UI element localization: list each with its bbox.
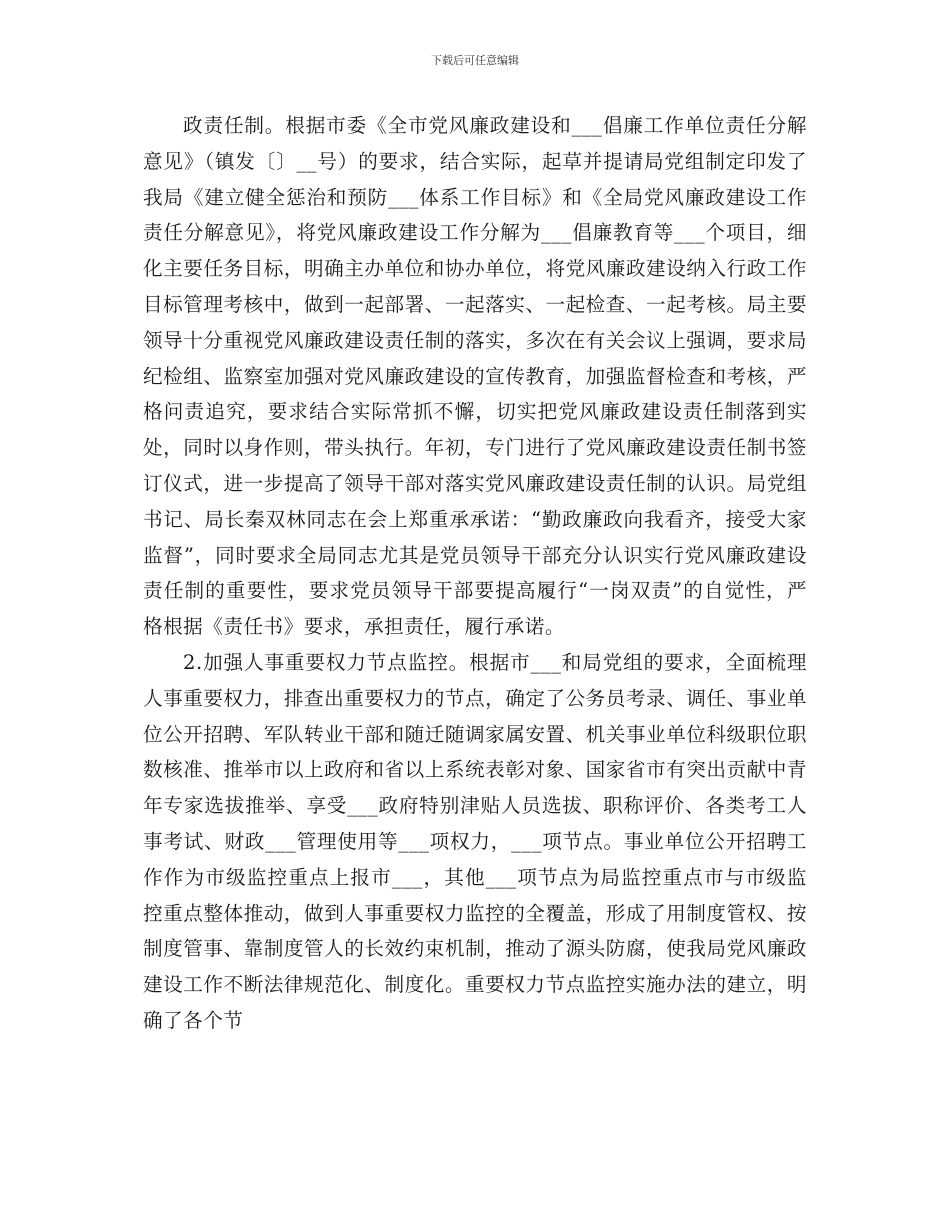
- document-body: [143, 108, 807, 1039]
- paragraph-2: 2.加强人事重要权力节点监控。根据市___和局党组的要求，全面梳理人事重要权力，排查出重要权力的节点，确定了公务员考录、调任、事业单位公开招聘、军队转业干部和随迁随调家属安置、机关事业单位科级职位职数核准、推举市以上政府和省以上系统表彰对象、国家省市有突出贡献中青年专家选拔推举、享受___政府特别津贴人员选拔、职称评价、各类考工人事考试、财政___管理使用等___项权力，___项节点。事业单位公开招聘工作作为市级监控重点上报市___，其他___项节点为局监控重点市与市级监控重点整体推动，做到人事重要权力监控的全覆盖，形成了用制度管权、按制度管事、靠制度管人的长效约束机制，推动了源头防腐，使我局党风廉政建设工作不断法律规范化、制度化。重要权力节点监控实施办法的建立，明确了各个节: [143, 650, 807, 1032]
- paragraph-1: 政责任制。根据市委《全市党风廉政建设和___倡廉工作单位责任分解意见》（镇发〔〕__号）的要求，结合实际，起草并提请局党组制定印发了我局《建立健全惩治和预防___体系工作目标》和《全局党风廉政建设工作责任分解意见》，将党风廉政建设工作分解为___倡廉教育等___个项目，细化主要任务目标，明确主办单位和协办单位，将党风廉政建设纳入行政工作目标管理考核中，做到一起部署、一起落实、一起检查、一起考核。局主要领导十分重视党风廉政建设责任制的落实，多次在有关会议上强调，要求局纪检组、监察室加强对党风廉政建设的宣传教育，加强监督检查和考核，严格问责追究，要求结合实际常抓不懈，切实把党风廉政建设责任制落到实处，同时以身作则，带头执行。年初，专门进行了党风廉政建设责任制书签订仪式，进一步提高了领导干部对落实党风廉政建设责任制的认识。局党组书记、局长秦双林同志在会上郑重承承诺：“勤政廉政向我看齐，接受大家监督”，同时要求全局同志尤其是党员领导干部充分认识实行党风廉政建设责任制的重要性，要求党员领导干部要提高履行“一岗双责”的自觉性，严格根据《责任书》要求，承担责任，履行承诺。: [143, 114, 807, 639]
- page-header: 下载后可任意编辑: [431, 54, 519, 67]
